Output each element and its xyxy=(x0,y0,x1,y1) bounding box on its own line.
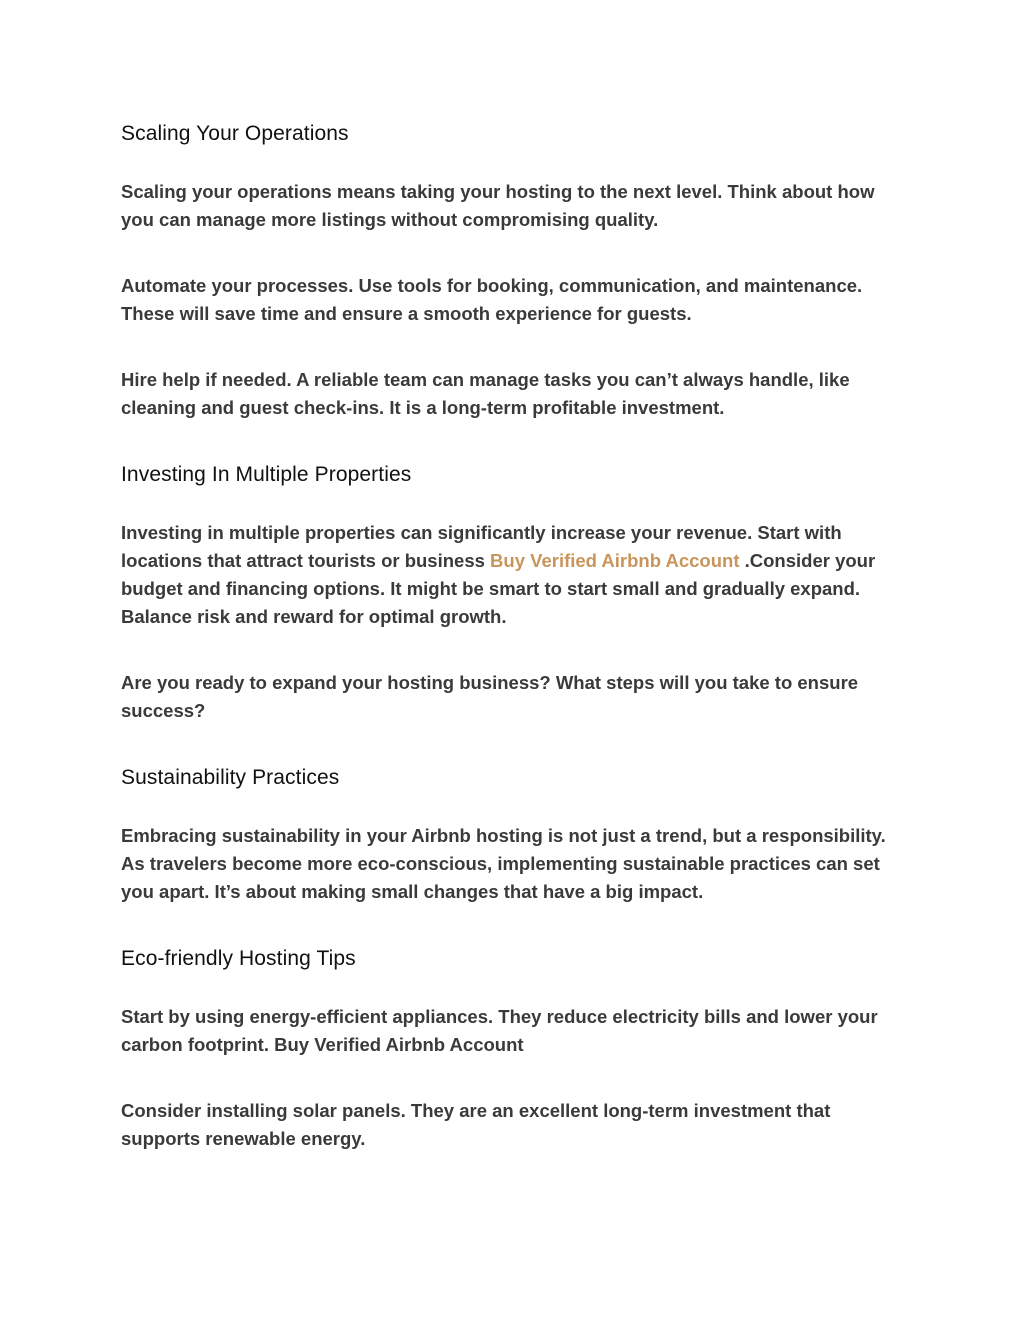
section-heading-sustainability: Sustainability Practices xyxy=(121,766,340,789)
section-heading-investing: Investing In Multiple Properties xyxy=(121,463,412,486)
paragraph-solar-panels: Consider installing solar panels. They are an excellent long-term investment that supports renewable energy. xyxy=(121,1100,831,1149)
paragraph-hire-help: Hire help if needed. A reliable team can manage tasks you can’t always handle, like cleaning and guest check-ins. It is a long-term profitable investment. xyxy=(121,369,850,418)
paragraph-investing xyxy=(121,519,906,631)
paragraph-automate: Automate your processes. Use tools for booking, communication, and maintenance. These will save time and ensure a smooth experience for guests. xyxy=(121,275,863,324)
buy-verified-airbnb-link[interactable]: Buy Verified Airbnb Account xyxy=(490,550,740,571)
paragraph-investing-text-start: Investing in multiple properties can significantly increase your revenue. Start with locations that attract tourists or business xyxy=(121,522,842,571)
section-heading-eco-tips: Eco-friendly Hosting Tips xyxy=(121,947,356,970)
paragraph-energy-efficient: Start by using energy-efficient appliances. They reduce electricity bills and lower your carbon footprint. Buy Verified Airbnb Account xyxy=(121,1006,878,1055)
section-heading-scaling: Scaling Your Operations xyxy=(121,122,349,145)
paragraph-scaling-intro: Scaling your operations means taking your hosting to the next level. Think about how you can manage more listings without compromising quality. xyxy=(121,181,875,230)
paragraph-expand-question: Are you ready to expand your hosting business? What steps will you take to ensure success? xyxy=(121,672,859,721)
paragraph-investing-text-end: .Consider your budget and financing options. It might be smart to start small and gradually expand. Balance risk and reward for optimal growth. xyxy=(121,550,876,627)
paragraph-sustainability: Embracing sustainability in your Airbnb hosting is not just a trend, but a responsibility. As travelers become more eco-conscious, implementing sustainable practices can set you apart. It’s about making small changes that have a big impact. xyxy=(121,825,886,902)
